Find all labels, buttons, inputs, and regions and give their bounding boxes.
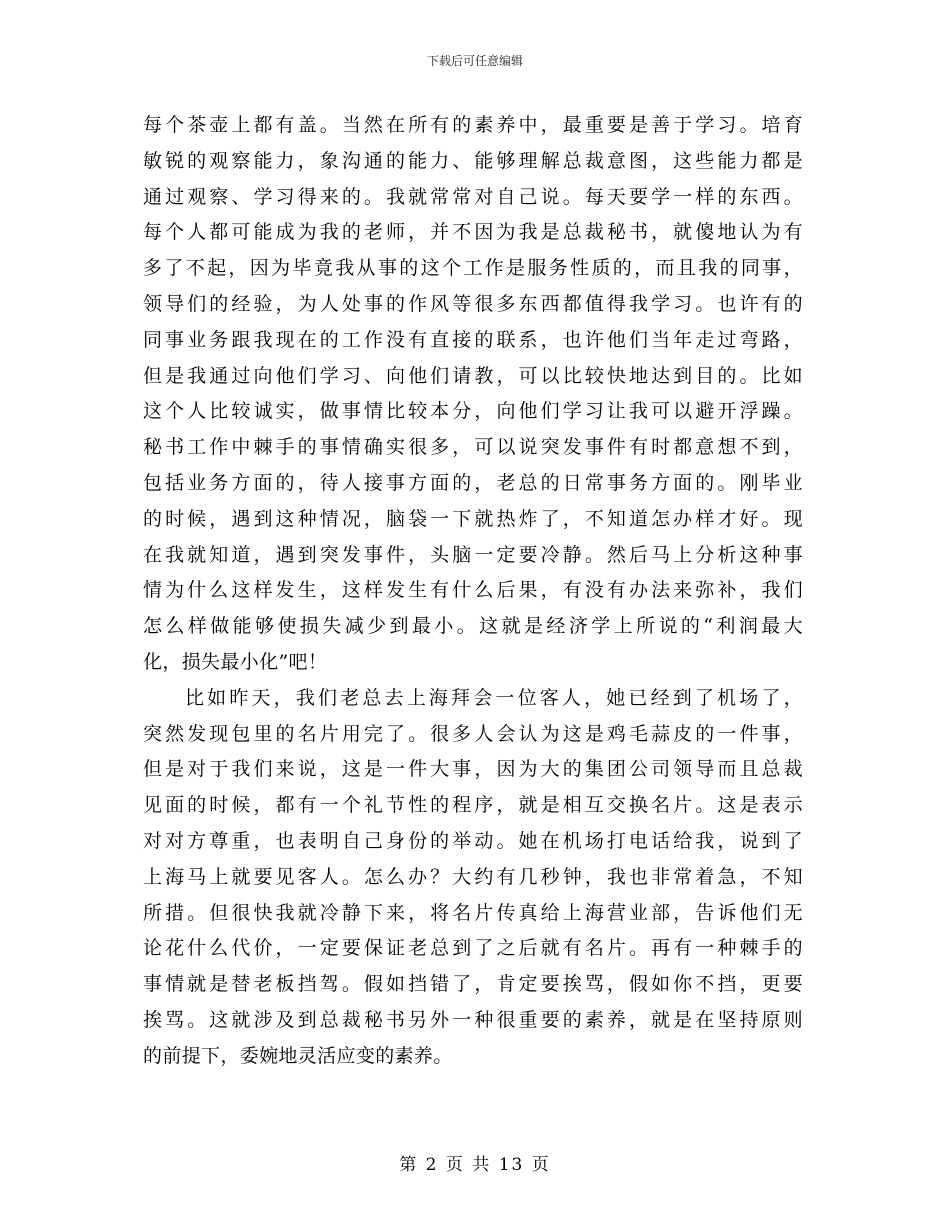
- text-line: 化，损失最小化”吧！: [143, 650, 328, 673]
- page-footer: 第 2 页 共 13 页: [399, 1155, 551, 1175]
- text-line: 所措。但很快我就冷静下来，将名片传真给上海营业部，告诉他们无: [143, 901, 803, 924]
- document-body: [143, 108, 803, 1075]
- text-line: 每个茶壶上都有盖。当然在所有的素养中，最重要是善于学习。培育: [143, 114, 803, 136]
- text-line: 的前提下，委婉地灵活应变的素养。: [143, 1044, 453, 1067]
- text-line: 但是对于我们来说，这是一件大事，因为大的集团公司领导而且总裁: [143, 758, 803, 781]
- text-line: 敏锐的观察能力，象沟通的能力、能够理解总裁意图，这些能力都是: [143, 149, 803, 172]
- text-line: 但是我通过向他们学习、向他们请教，可以比较快地达到目的。比如: [143, 364, 803, 387]
- paragraph-2: [143, 681, 803, 1075]
- text-line: 比如昨天，我们老总去上海拜会一位客人，她已经到了机场了，: [185, 686, 803, 709]
- text-line: 的时候，遇到这种情况，脑袋一下就热炸了，不知道怎办样才好。现: [143, 507, 803, 530]
- paragraph-1: [143, 108, 803, 681]
- text-line: 通过观察、学习得来的。我就常常对自己说。每天要学一样的东西。: [143, 185, 803, 208]
- text-line: 每个人都可能成为我的老师，并不因为我是总裁秘书，就傻地认为有: [143, 221, 803, 244]
- text-line: 见面的时候，都有一个礼节性的程序，就是相互交换名片。这是表示: [143, 794, 803, 817]
- text-line: 领导们的经验，为人处事的作风等很多东西都值得我学习。也许有的: [143, 292, 803, 315]
- text-line: 多了不起，因为毕竟我从事的这个工作是服务性质的，而且我的同事，: [143, 257, 803, 280]
- text-line: 在我就知道，遇到突发事件，头脑一定要冷静。然后马上分析这种事: [143, 543, 803, 566]
- text-line: 论花什么代价，一定要保证老总到了之后就有名片。再有一种棘手的: [143, 937, 803, 960]
- text-line: 突然发现包里的名片用完了。很多人会认为这是鸡毛蒜皮的一件事，: [143, 722, 803, 745]
- text-line: 这个人比较诚实，做事情比较本分，向他们学习让我可以避开浮躁。: [143, 400, 803, 423]
- text-line: 同事业务跟我现在的工作没有直接的联系，也许他们当年走过弯路，: [143, 328, 803, 351]
- text-line: 情为什么这样发生，这样发生有什么后果，有没有办法来弥补，我们: [143, 579, 803, 602]
- text-line: 包括业务方面的，待人接事方面的，老总的日常事务方面的。刚毕业: [143, 471, 803, 494]
- text-line: 事情就是替老板挡驾。假如挡错了，肯定要挨骂，假如你不挡，更要: [143, 973, 803, 996]
- page-header: 下载后可任意编辑: [426, 54, 523, 68]
- text-line: 挨骂。这就涉及到总裁秘书另外一种很重要的素养，就是在坚持原则: [143, 1008, 803, 1031]
- text-line: 怎么样做能够使损失减少到最小。这就是经济学上所说的“利润最大: [143, 615, 803, 638]
- text-line: 上海马上就要见客人。怎么办？大约有几秒钟，我也非常着急，不知: [143, 865, 803, 888]
- text-line: 秘书工作中棘手的事情确实很多，可以说突发事件有时都意想不到，: [143, 436, 803, 459]
- text-line: 对对方尊重，也表明自己身份的举动。她在机场打电话给我，说到了: [143, 829, 803, 852]
